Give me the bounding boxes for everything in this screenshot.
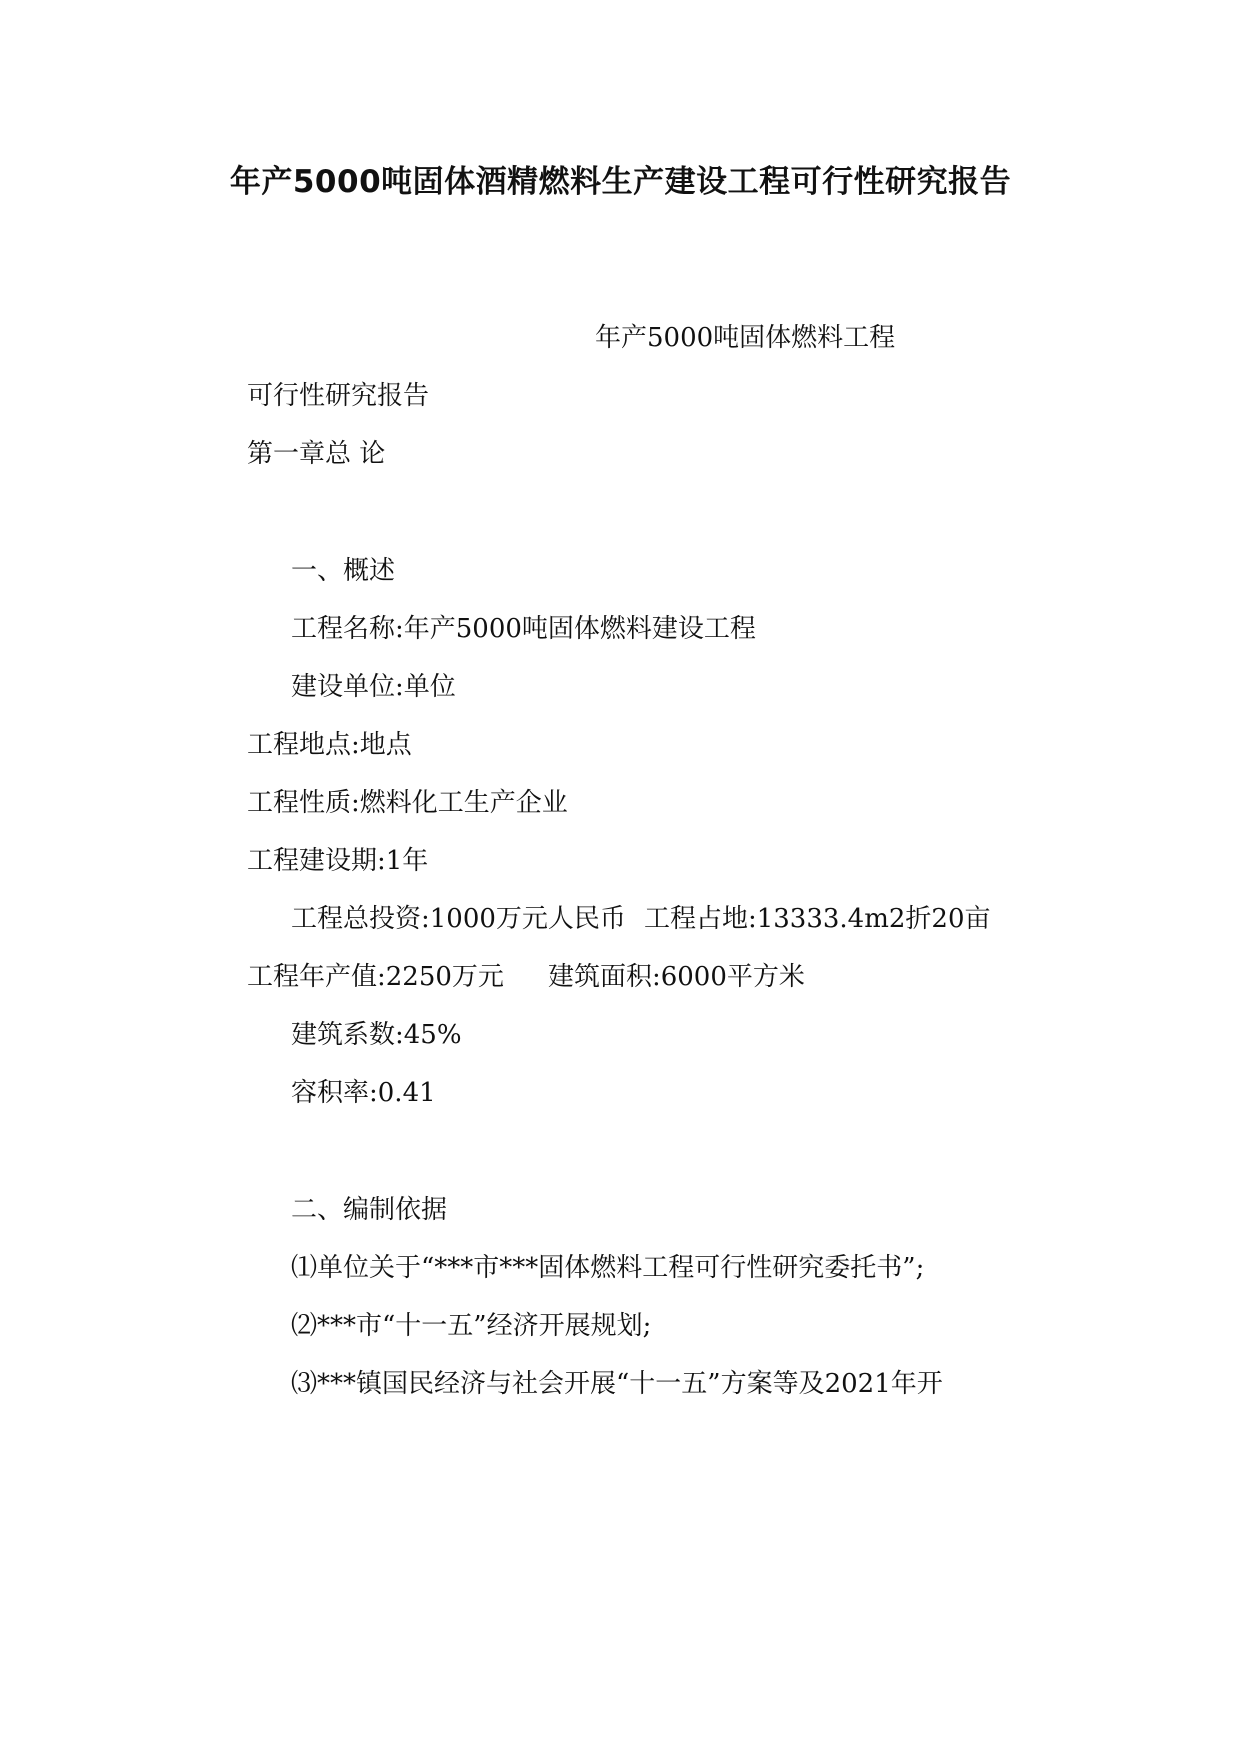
report-label: 可行性研究报告	[247, 381, 430, 411]
section-heading-overview: 一、概述	[291, 556, 396, 586]
land-area: 工程占地:13333.4m2折20亩	[643, 904, 991, 934]
total-investment: 工程总投资:1000万元人民币	[291, 904, 626, 934]
annual-output: 工程年产值:2250万元	[247, 962, 504, 992]
project-nature: 工程性质:燃料化工生产企业	[247, 788, 568, 818]
construction-period: 工程建设期:1年	[247, 846, 429, 876]
building-area: 建筑面积:6000平方米	[547, 962, 805, 992]
basis-item-1: ⑴单位关于“***市***固体燃料工程可行性研究委托书”;	[291, 1253, 925, 1283]
output-area-row	[247, 959, 805, 995]
section-heading-basis: 二、编制依据	[291, 1195, 448, 1225]
document-title: 年产5000吨固体酒精燃料生产建设工程可行性研究报告	[229, 164, 1012, 200]
project-name: 工程名称:年产5000吨固体燃料建设工程	[291, 614, 756, 644]
basis-item-3: ⑶***镇国民经济与社会开展“十一五”方案等及2021年开	[291, 1369, 943, 1399]
building-coefficient: 建筑系数:45%	[291, 1020, 462, 1050]
document-subtitle: 年产5000吨固体燃料工程	[595, 323, 896, 353]
plot-ratio: 容积率:0.41	[291, 1078, 436, 1108]
investment-land-row	[291, 901, 991, 937]
chapter-heading: 第一章总 论	[247, 439, 386, 469]
builder: 建设单位:单位	[291, 672, 456, 702]
basis-item-2: ⑵***市“十一五”经济开展规划;	[291, 1311, 652, 1341]
location: 工程地点:地点	[247, 730, 412, 760]
